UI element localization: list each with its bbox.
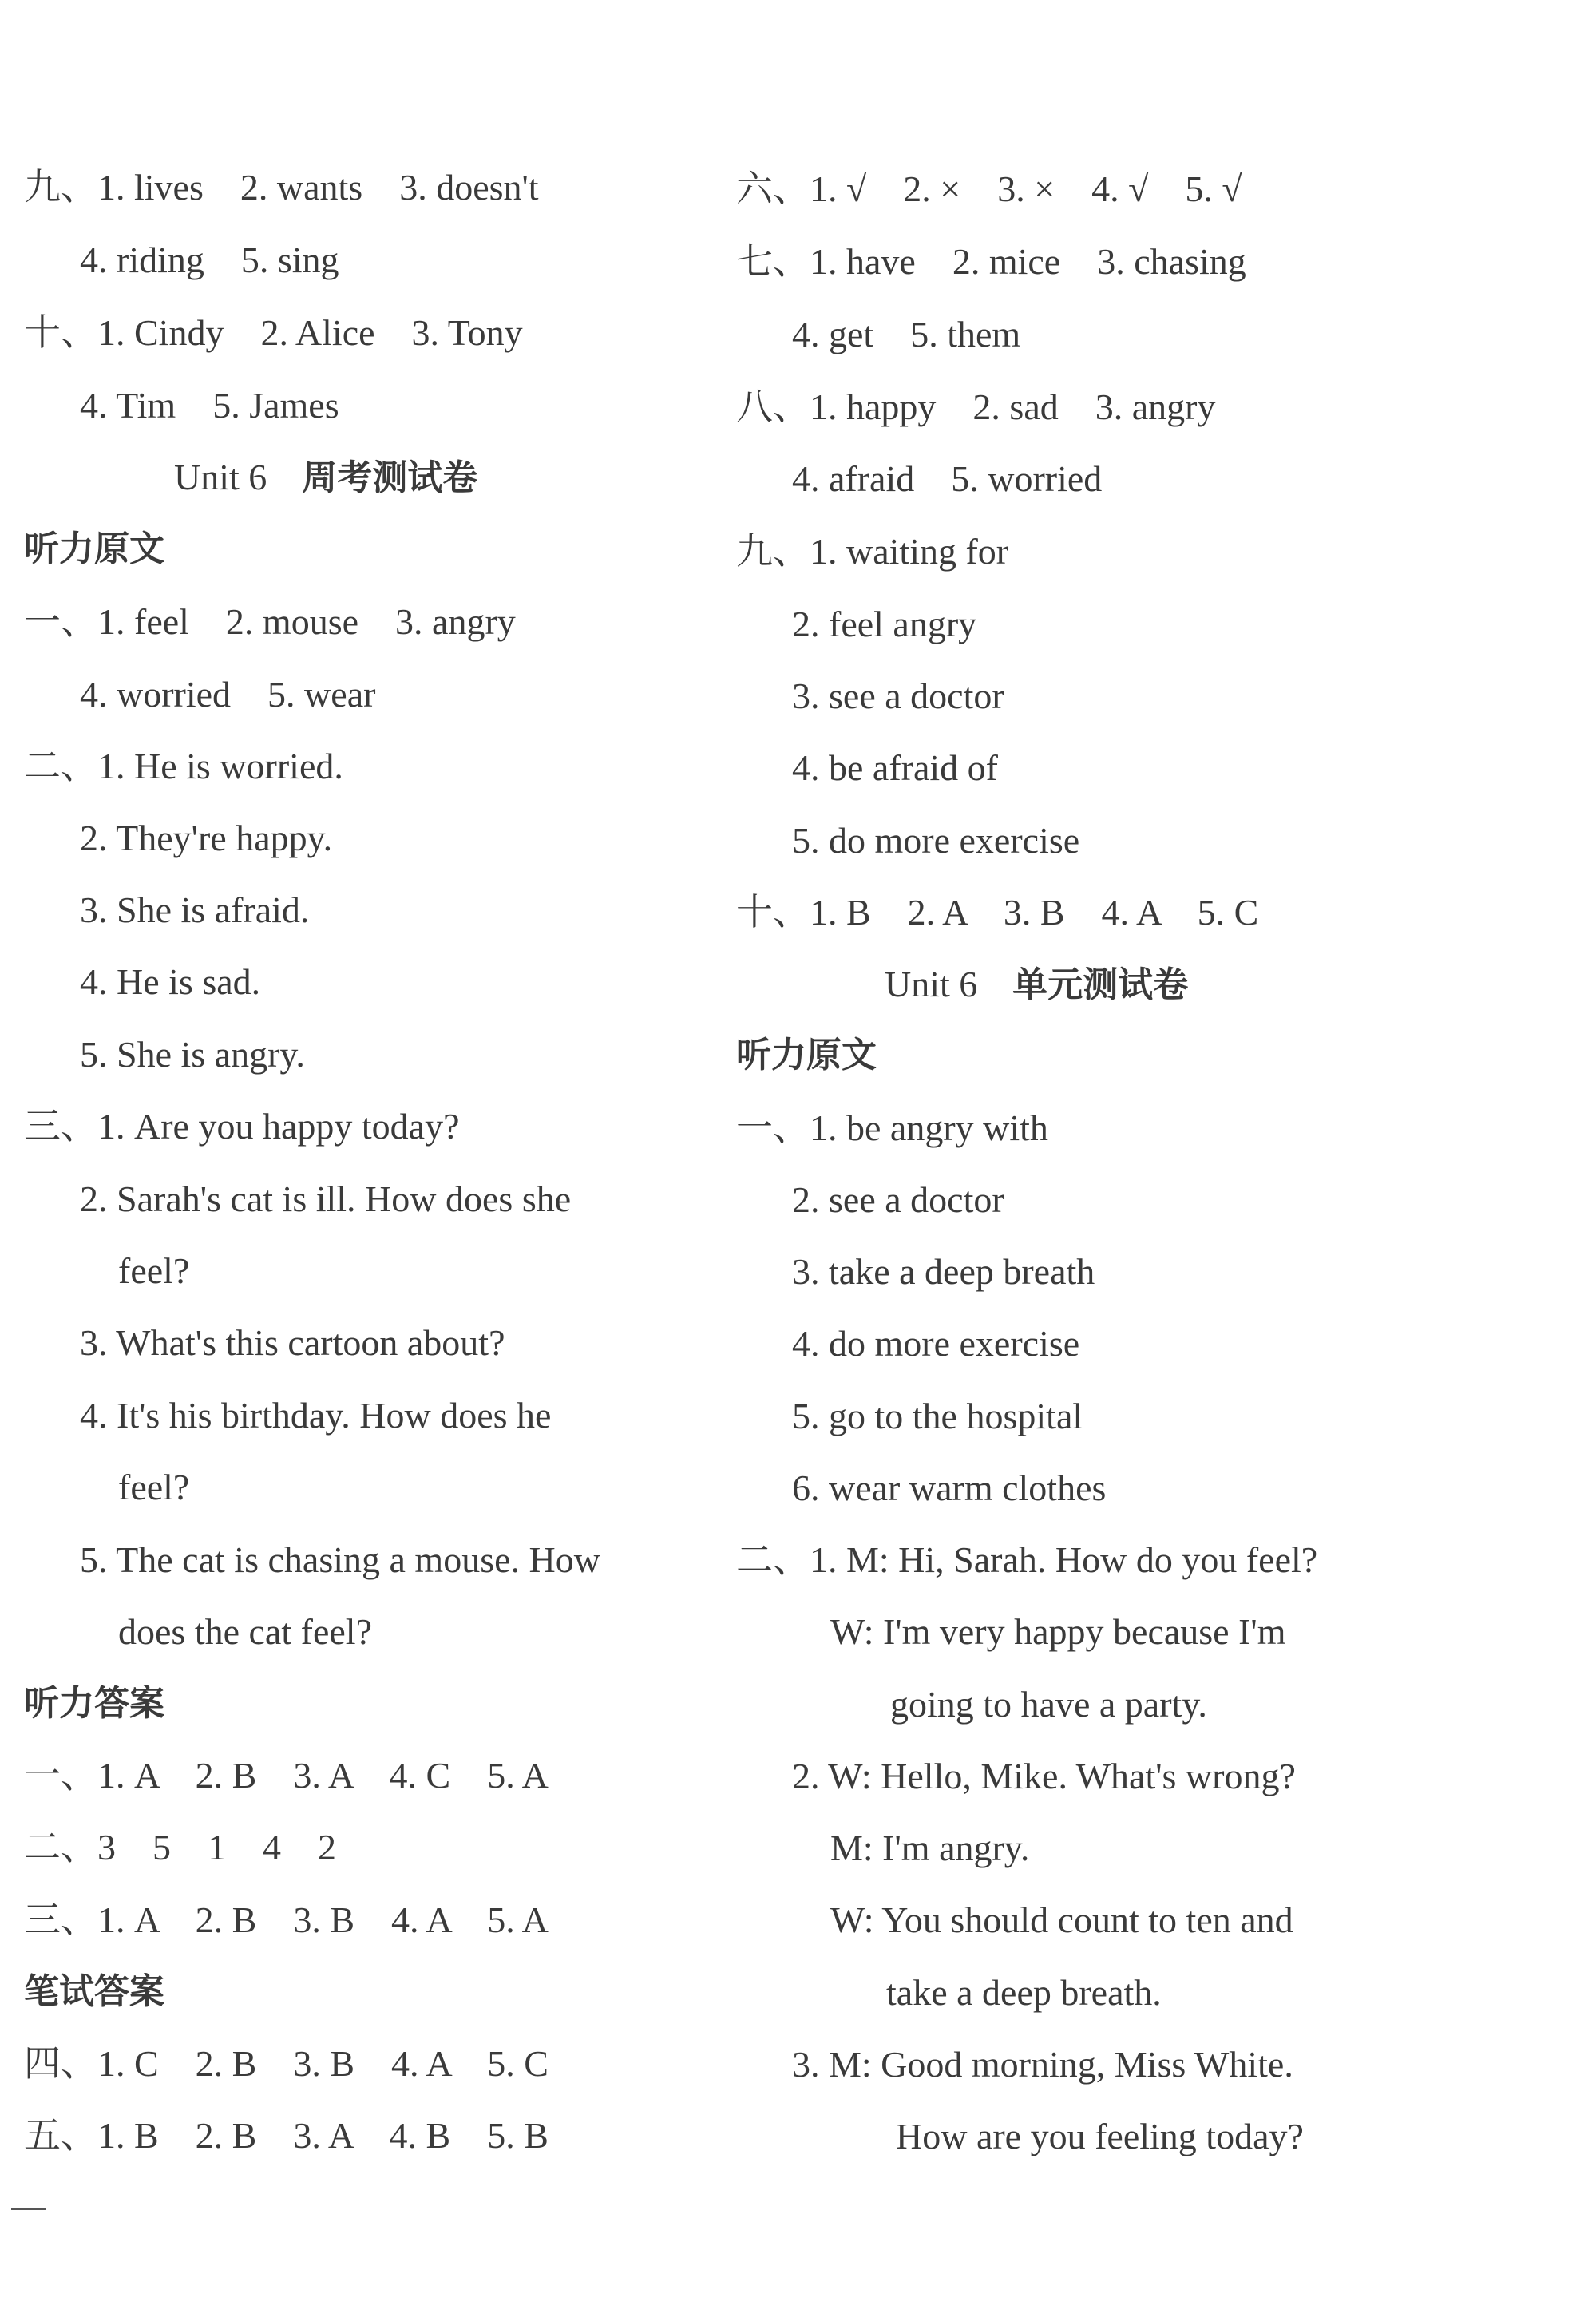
dialogue-line: W: You should count to ten and [830,1899,1293,1940]
text-line: 二、1. He is worried. [24,746,343,786]
answer-line: 十、1. Cindy 2. Alice 3. Tony [24,312,523,353]
dialogue-line: 3. M: Good morning, Miss White. [792,2044,1293,2085]
text-line: 4. He is sad. [80,961,261,1002]
answer-line: 3. see a doctor [792,675,1004,716]
unit-title [885,960,1188,1009]
text-line: does the cat feel? [118,1611,372,1652]
unit-title [174,453,477,502]
text-line: 3. She is afraid. [80,889,310,930]
answer-line: 七、1. have 2. mice 3. chasing [736,241,1246,282]
text-line: 4. do more exercise [792,1323,1080,1364]
text-line: 5. She is angry. [80,1034,305,1075]
answer-line: 九、1. waiting for [736,531,1009,572]
answer-line: 5. do more exercise [792,820,1080,861]
text-line: 三、1. Are you happy today? [24,1106,460,1147]
dialogue-line: going to have a party. [890,1684,1207,1725]
section-heading: 听力原文 [24,529,164,569]
answer-line: 三、1. A 2. B 3. B 4. A 5. A [24,1899,549,1940]
dialogue-line: 二、1. M: Hi, Sarah. How do you feel? [736,1539,1318,1580]
text-line: feel? [118,1250,190,1291]
dialogue-line: take a deep breath. [886,1972,1162,2013]
section-heading: 听力答案 [24,1683,164,1724]
text-line: 3. What's this cartoon about? [80,1322,505,1363]
text-line: feel? [118,1467,190,1507]
answer-line: 一、1. A 2. B 3. A 4. C 5. A [24,1755,549,1796]
text-line: 3. take a deep breath [792,1251,1095,1292]
text-line: 一、1. be angry with [736,1107,1048,1148]
answer-line: 4. be afraid of [792,747,998,788]
answer-line: 十、1. B 2. A 3. B 4. A 5. C [736,892,1259,933]
answer-line: 九、1. lives 2. wants 3. doesn't [24,167,539,208]
answer-line: 4. afraid 5. worried [792,458,1103,499]
text-line: 4. worried 5. wear [80,674,376,715]
text-line: 2. Sarah's cat is ill. How does she [80,1178,572,1219]
answer-line: 四、1. C 2. B 3. B 4. A 5. C [24,2043,549,2084]
answer-line: 八、1. happy 2. sad 3. angry [736,386,1216,427]
dialogue-line: How are you feeling today? [896,2116,1304,2156]
unit-title-zh: 单元测试卷 [1012,964,1189,1005]
unit-title-zh: 周考测试卷 [302,457,478,498]
answer-line: 2. feel angry [792,604,977,644]
text-line: 5. go to the hospital [792,1396,1083,1436]
text-line: 5. The cat is chasing a mouse. How [80,1539,600,1580]
unit-title-en: Unit 6 [174,457,267,497]
text-line: 4. It's his birthday. How does he [80,1395,552,1436]
dialogue-line: W: I'm very happy because I'm [830,1611,1286,1652]
answer-line: 4. riding 5. sing [80,240,339,280]
answer-line: 4. get 5. them [792,314,1021,354]
page-divider [11,2208,46,2210]
dialogue-line: M: I'm angry. [830,1828,1030,1868]
answer-line: 二、3 5 1 4 2 [24,1827,336,1867]
unit-title-en: Unit 6 [885,964,978,1004]
answer-line: 六、1. √ 2. × 3. × 4. √ 5. √ [736,168,1242,209]
section-heading: 笔试答案 [24,1971,164,2012]
section-heading: 听力原文 [736,1035,877,1075]
text-line: 一、1. feel 2. mouse 3. angry [24,601,516,642]
text-line: 2. They're happy. [80,818,333,858]
answer-line: 4. Tim 5. James [80,385,339,426]
dialogue-line: 2. W: Hello, Mike. What's wrong? [792,1756,1296,1796]
answer-line: 五、1. B 2. B 3. A 4. B 5. B [24,2115,549,2156]
text-line: 6. wear warm clothes [792,1467,1107,1508]
text-line: 2. see a doctor [792,1179,1004,1220]
